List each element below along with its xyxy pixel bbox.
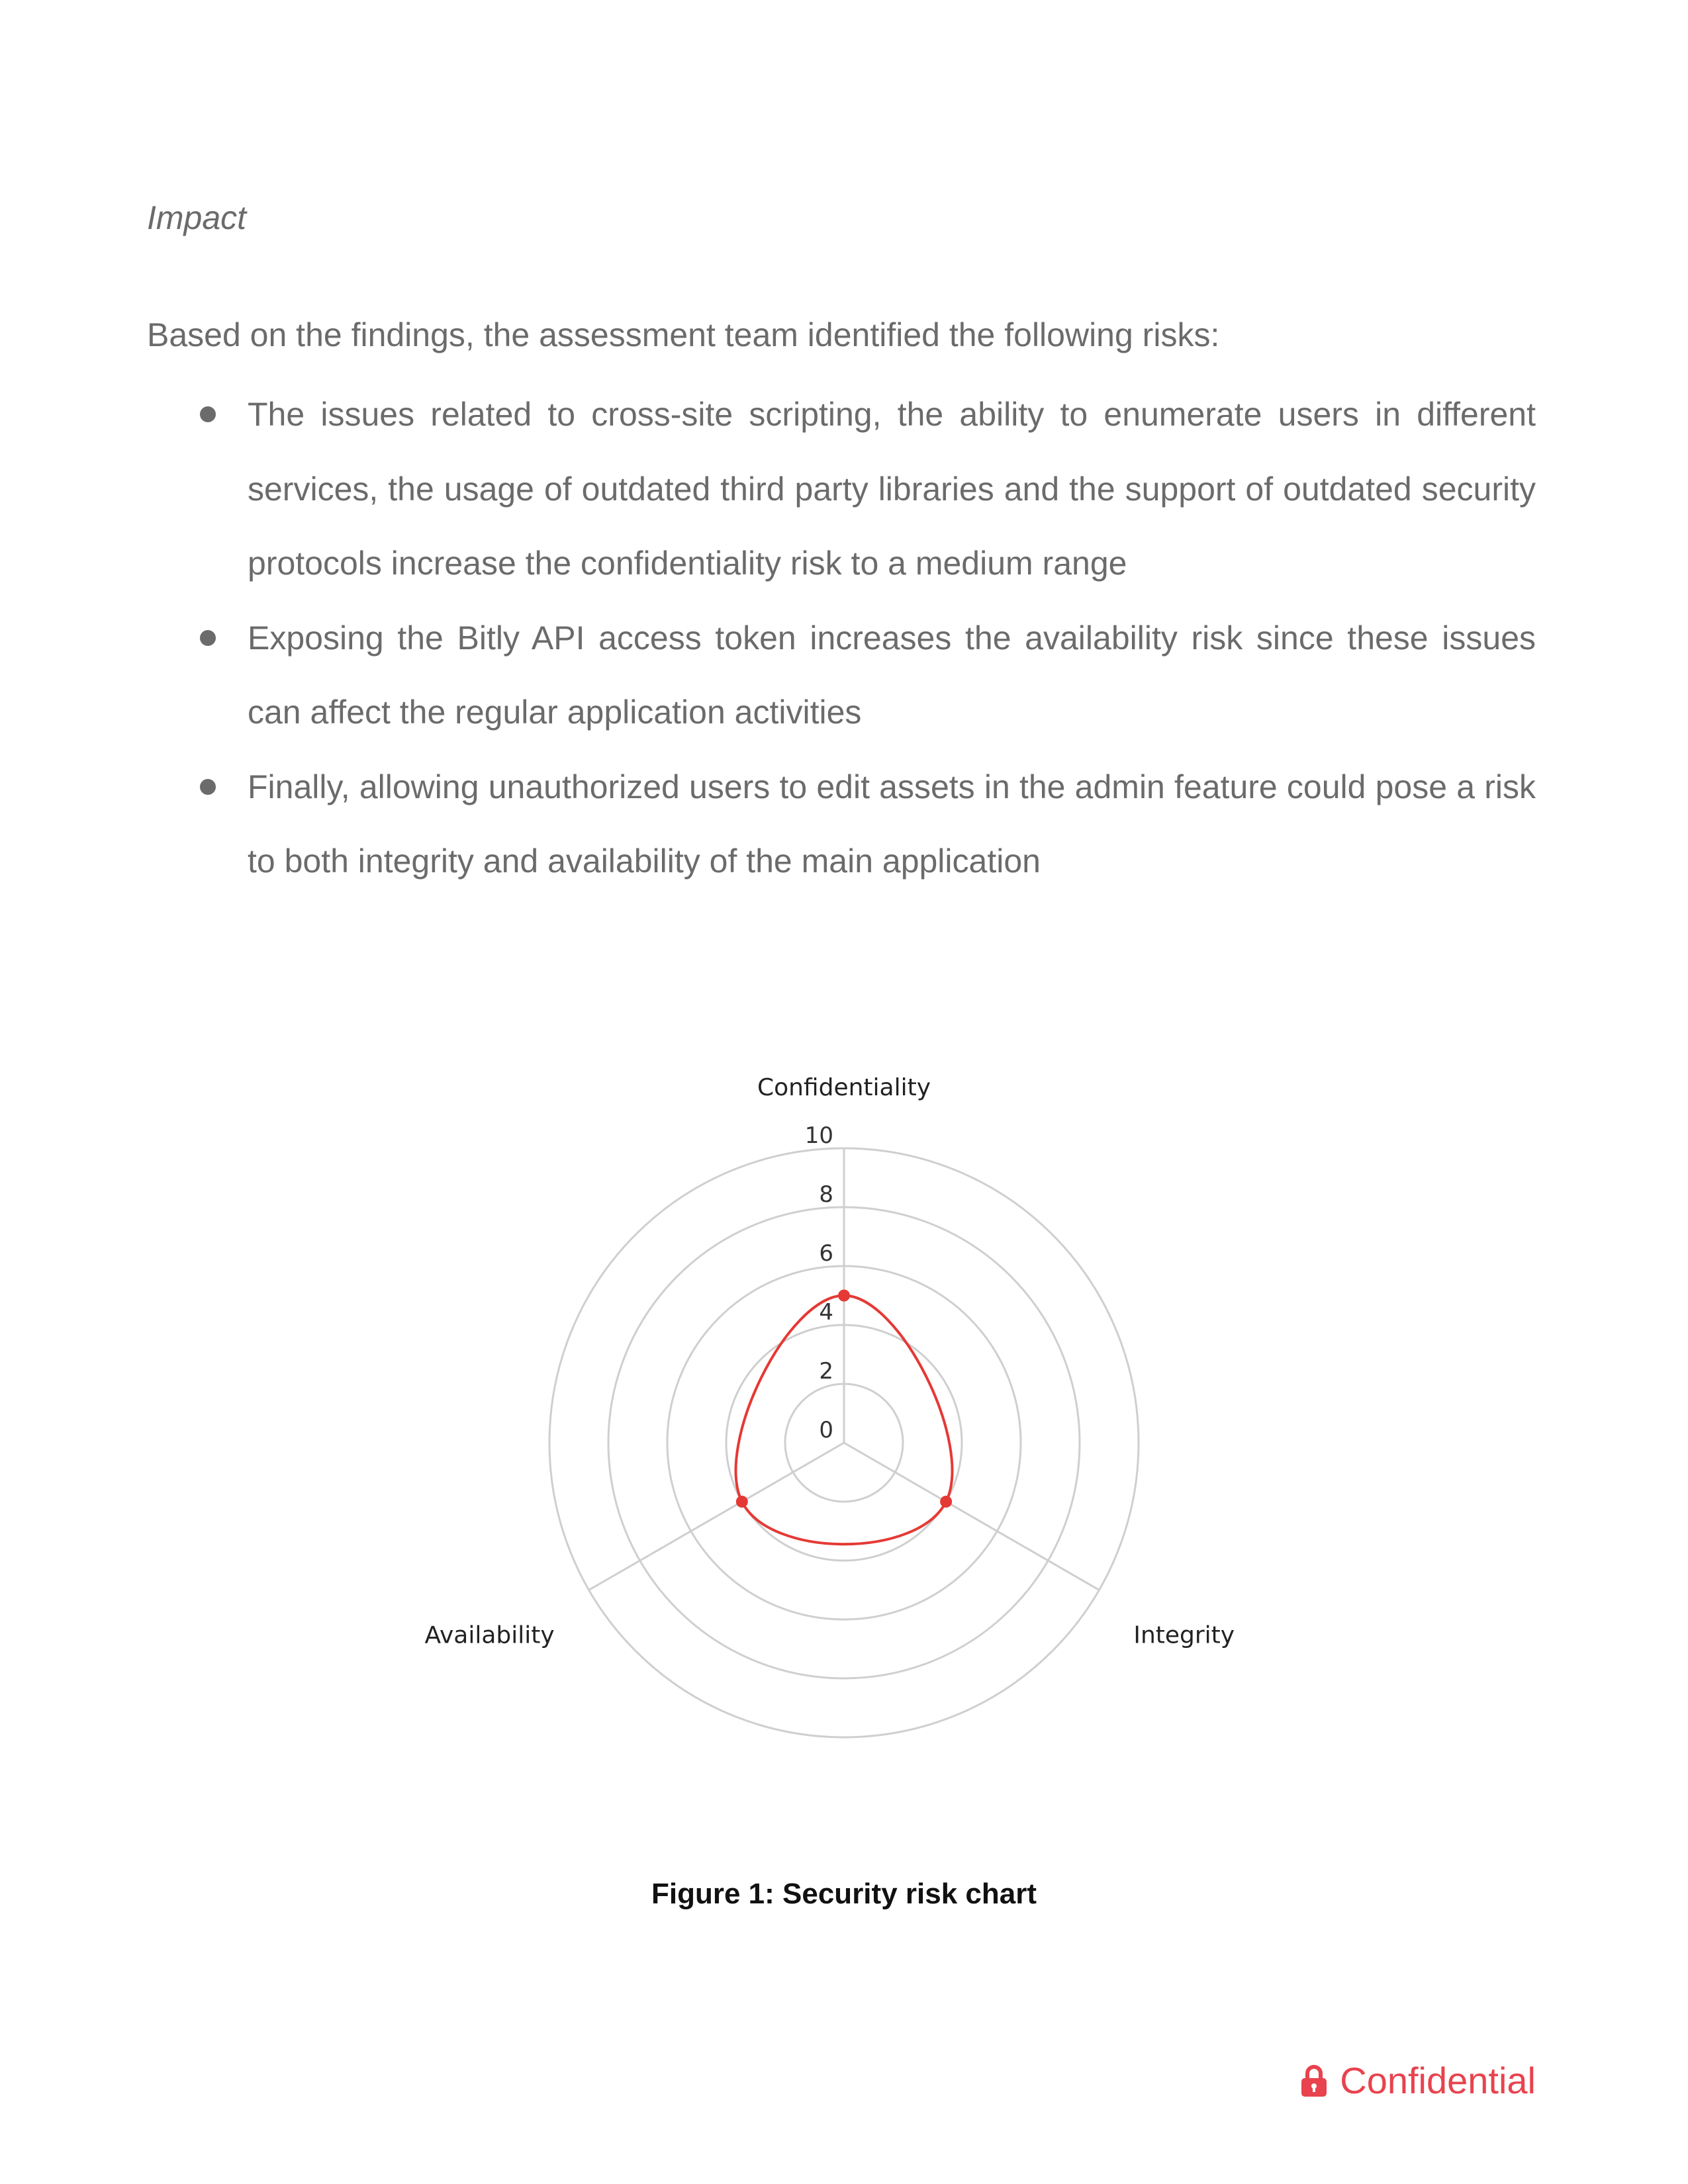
data-point	[838, 1290, 850, 1302]
lock-icon	[1300, 2064, 1328, 2097]
data-point	[940, 1496, 952, 1508]
data-point	[736, 1496, 748, 1508]
intro-paragraph: Based on the findings, the assessment team identified the following risks:	[147, 316, 1220, 353]
risk-list-item	[192, 750, 1536, 899]
section-heading: Impact	[147, 199, 247, 236]
risk-item-text: Exposing the Bitly API access token increases the availability risk since these issues can affect the regular application activities	[248, 619, 1536, 731]
risk-item-text: The issues related to cross-site scripting, the ability to enumerate users in different services, the usage of outdated third party libraries and the support of outdated security protocols increase the confidentiality risk to a medium range	[248, 396, 1536, 582]
radial-tick-label: 0	[819, 1417, 833, 1443]
radial-tick-label: 2	[819, 1358, 833, 1385]
axis-label: Integrity	[1133, 1621, 1235, 1649]
risk-list	[192, 377, 1536, 899]
axis-label: Availability	[424, 1621, 555, 1649]
footer-label: Confidential	[1340, 2060, 1536, 2101]
bullet-icon	[200, 779, 216, 795]
grid-spoke	[844, 1443, 1099, 1590]
confidential-footer	[1300, 2061, 1536, 2101]
risk-list-item	[192, 601, 1536, 750]
grid-spoke	[589, 1443, 844, 1590]
figure-caption: Figure 1: Security risk chart	[651, 1878, 1037, 1910]
bullet-icon	[200, 630, 216, 646]
radial-tick-label: 10	[804, 1122, 833, 1149]
radial-tick-label: 8	[819, 1181, 833, 1208]
radar-chart	[424, 1059, 1235, 1774]
radial-tick-label: 6	[819, 1240, 833, 1267]
radar-chart-svg	[424, 1059, 1235, 1774]
risk-item-text: Finally, allowing unauthorized users to edit assets in the admin feature could pose a risk to both integrity and availability of the main application	[248, 768, 1536, 880]
risk-list-item	[192, 377, 1536, 601]
radial-tick-label: 4	[819, 1299, 833, 1326]
axis-label: Confidentiality	[757, 1074, 931, 1101]
bullet-icon	[200, 406, 216, 422]
